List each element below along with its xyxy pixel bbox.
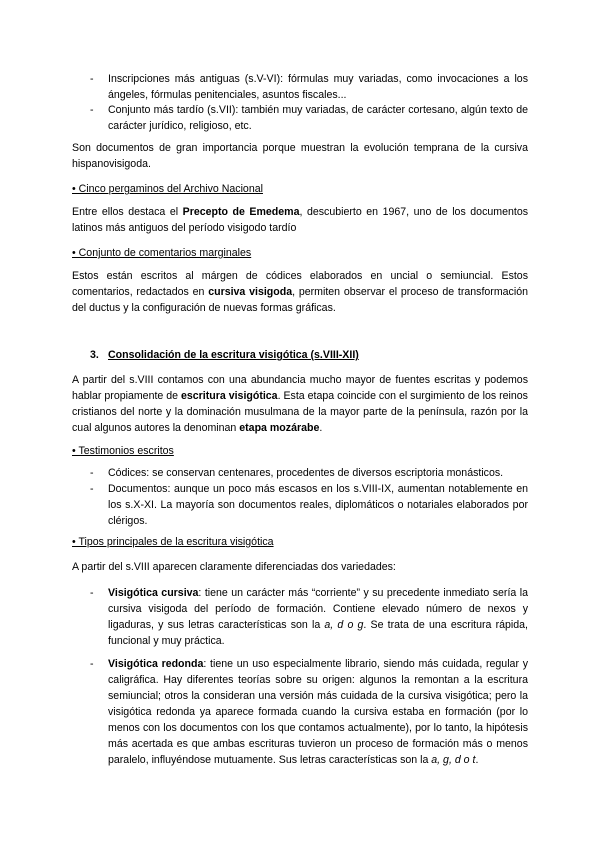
bold-cursiva-visigoda: cursiva visigoda xyxy=(208,286,293,298)
list-dash: - xyxy=(90,587,94,599)
section-heading-pergaminos: • Cinco pergaminos del Archivo Nacional xyxy=(72,183,263,195)
bold-etapa-mozarabe: etapa mozárabe xyxy=(239,422,320,434)
list-dash: - xyxy=(90,483,94,495)
list-item-inscripciones: Inscripciones más antiguas (s.V-VI): fórmulas muy variadas, como invocaciones a los ángeles, fórmulas penitenciales, asuntos fiscales... xyxy=(108,73,528,101)
paragraph-marginales: Estos están escritos al márgen de códices elaborados en uncial o semiuncial. Estos comentarios, redactados en cursiva visigoda, permiten observar el proceso de transformación del ductus y la configuración de nuevas formas gráficas. xyxy=(72,270,528,314)
section-heading-marginales: • Conjunto de comentarios marginales xyxy=(72,247,252,259)
section-heading-testimonios: • Testimonios escritos xyxy=(72,445,174,457)
list-dash: - xyxy=(90,104,94,116)
list-item-conjunto-tardio: Conjunto más tardío (s.VII): también muy variadas, de carácter cortesano, algún texto de carácter jurídico, religioso, etc. xyxy=(108,104,528,132)
list-item-documentos: Documentos: aunque un poco más escasos en los s.VIII-IX, aumentan notablemente en los s.X-XI. La mayoría son documentos reales, diplomáticos o notariales elaborados por clérigos. xyxy=(108,483,528,527)
section-heading-tipos: • Tipos principales de la escritura visigótica xyxy=(72,536,274,548)
list-item-visigotica-redonda: Visigótica redonda: tiene un uso especialmente librario, siendo más cuidada, regular y caligráfica. Hay diferentes teorías sobre su origen: algunos la remontan a la escritura semiuncial; otros la consideran una versión más cuidada de la cursiva visigótica; pero la visigótica redonda ya aparece formada cuando la cursiva estaba en formación (por lo menos con los documentos con los que contamos actualmente), por lo tanto, la hipótesis más acertada es que ambas escrituras tuvieron un proceso de formación más o menos paralelo, influyéndose mutuamente. Sus letras características son la a, g, d o t. xyxy=(108,658,528,766)
list-item-visigotica-cursiva: Visigótica cursiva: tiene un carácter más “corriente” y su precedente inmediato sería la cursiva visigoda del período de formación. Contiene elevado número de nexos y ligaduras, y sus letras características son la a, d o g. Se trata de una escritura rápida, funcional y muy práctica. xyxy=(108,587,528,647)
section-number: 3. xyxy=(90,349,99,361)
list-dash: - xyxy=(90,467,94,479)
bold-escritura-visigotica: escritura visigótica xyxy=(181,390,278,402)
letters-cursiva: a, d o g xyxy=(324,619,364,631)
paragraph-importance: Son documentos de gran importancia porque muestran la evolución temprana de la cursiva hispanovisigoda. xyxy=(72,142,528,170)
list-dash: - xyxy=(90,658,94,670)
letters-redonda: a, g, d o t xyxy=(431,754,476,766)
section-title-consolidacion: Consolidación de la escritura visigótica (s.VIII-XII) xyxy=(108,349,359,361)
paragraph-consolidacion: A partir del s.VIII contamos con una abundancia mucho mayor de fuentes escritas y podemos hablar propiamente de escritura visigótica. Esta etapa coincide con el surgimiento de los reinos cristianos del norte y la dominación musulmana de la mayor parte de la península, razón por la cual algunos autores la denominan etapa mozárabe. xyxy=(72,374,528,434)
term-visigotica-cursiva: Visigótica cursiva xyxy=(108,587,199,599)
bold-precepto: Precepto de Emedema xyxy=(182,206,300,218)
list-item-codices: Códices: se conservan centenares, procedentes de diversos escriptoria monásticos. xyxy=(108,467,504,479)
term-visigotica-redonda: Visigótica redonda xyxy=(108,658,204,670)
paragraph-tipos-intro: A partir del s.VIII aparecen claramente diferenciadas dos variedades: xyxy=(72,561,396,573)
paragraph-pergaminos: Entre ellos destaca el Precepto de Emedema, descubierto en 1967, uno de los documentos latinos más antiguos del período visigodo tardío xyxy=(72,206,529,234)
list-dash: - xyxy=(90,73,94,85)
